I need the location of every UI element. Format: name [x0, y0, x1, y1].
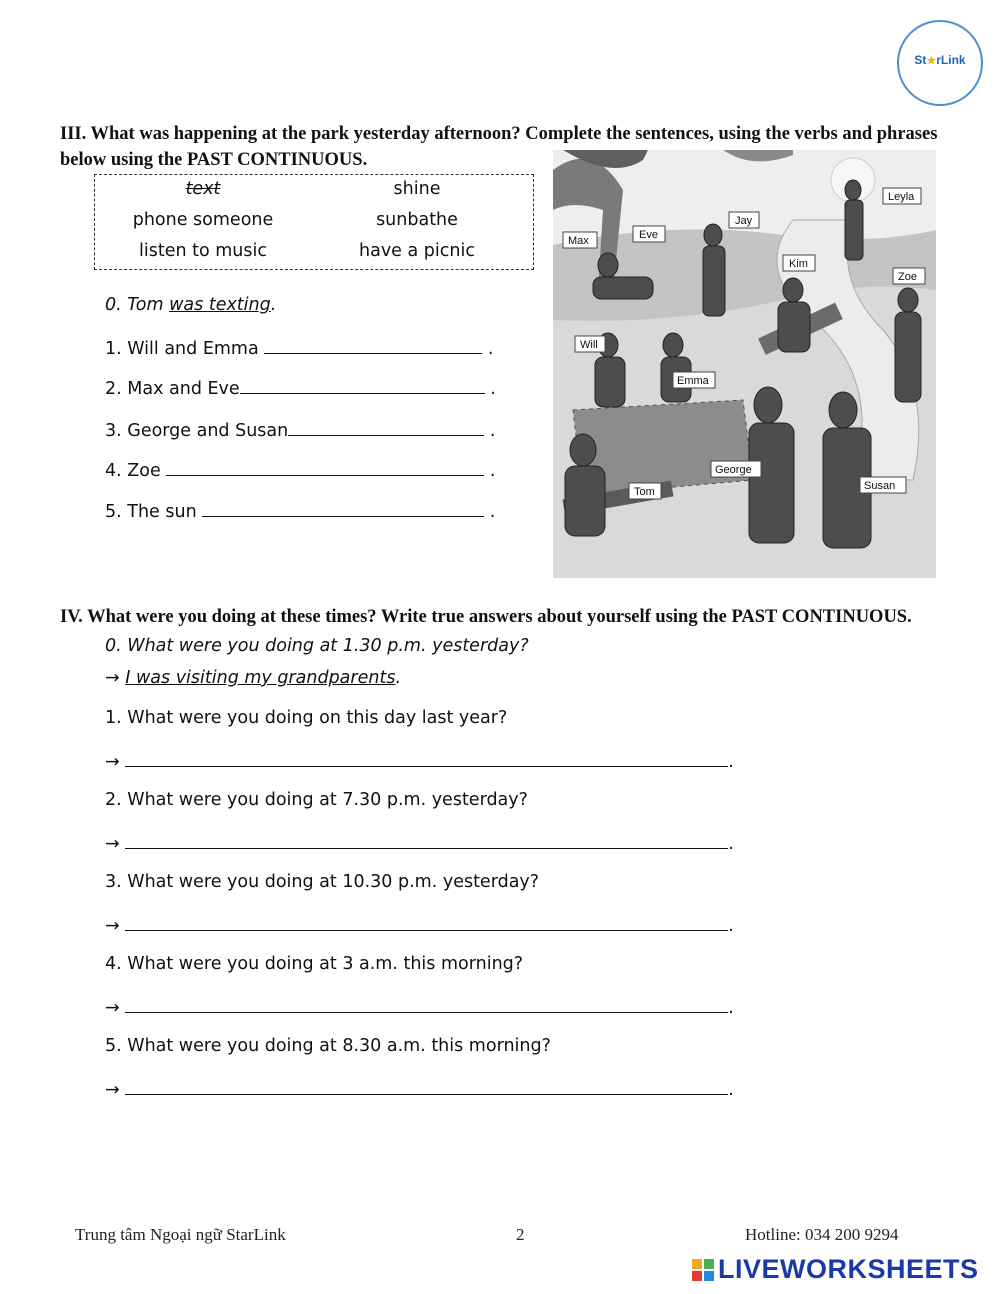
- word-phone-someone: phone someone: [132, 210, 274, 230]
- park-scene-illustration: [553, 150, 936, 578]
- page-number: 2: [516, 1225, 525, 1244]
- answer-blank[interactable]: [166, 459, 484, 476]
- label-susan: Susan: [864, 480, 896, 492]
- section4-answer-line-2: → .: [105, 834, 734, 854]
- word-shine: shine: [393, 179, 441, 199]
- section4-heading: IV. What were you doing at these times? Write true answers about yourself using the PAST CONTINUOUS.: [60, 607, 912, 627]
- starlink-logo: [897, 20, 983, 106]
- label-will: Will: [580, 339, 598, 351]
- liveworksheets-logo: [692, 1256, 992, 1286]
- answer-blank[interactable]: [240, 377, 485, 394]
- arrow-icon: →: [105, 752, 120, 772]
- arrow-icon: →: [105, 834, 120, 854]
- starlink-logo-text: St★rLink: [914, 53, 966, 67]
- label-tom: Tom: [634, 486, 655, 498]
- answer-blank[interactable]: [125, 996, 728, 1013]
- label-george: George: [715, 464, 752, 476]
- section4-question-5: 5. What were you doing at 8.30 a.m. this morning?: [105, 1036, 551, 1056]
- word-sunbathe: sunbathe: [376, 210, 458, 230]
- section4-example-question: 0. What were you doing at 1.30 p.m. yesterday?: [105, 636, 529, 656]
- word-text: text: [185, 179, 221, 199]
- section3-heading: III. What was happening at the park yesterday afternoon? Complete the sentences, using the verbs and phrases below using the PAST CONTINUOUS.: [60, 124, 938, 170]
- answer-blank[interactable]: [125, 914, 728, 931]
- label-kim: Kim: [789, 258, 808, 270]
- footer-center-name: Trung tâm Ngoại ngữ StarLink: [75, 1225, 286, 1244]
- answer-blank[interactable]: [125, 832, 728, 849]
- section3-item-2: 2. Max and Eve .: [105, 379, 496, 399]
- answer-blank[interactable]: [264, 337, 482, 354]
- label-zoe: Zoe: [898, 271, 917, 283]
- section4-question-4: 4. What were you doing at 3 a.m. this morning?: [105, 954, 524, 974]
- section3-item-1: 1. Will and Emma .: [105, 339, 494, 359]
- section4-question-3: 3. What were you doing at 10.30 p.m. yesterday?: [105, 872, 540, 892]
- label-emma: Emma: [677, 375, 709, 387]
- section3-item-5: 5. The sun .: [105, 502, 496, 522]
- section3-item-3: 3. George and Susan .: [105, 421, 496, 441]
- section4-answer-line-1: → .: [105, 752, 734, 772]
- hotline: Hotline: 034 200 9294: [745, 1225, 899, 1244]
- liveworksheets-wordmark: LIVEWORKSHEETS: [718, 1254, 979, 1284]
- answer-blank[interactable]: [125, 750, 728, 767]
- answer-blank[interactable]: [125, 1078, 728, 1095]
- label-jay: Jay: [735, 215, 753, 227]
- answer-blank[interactable]: [202, 500, 484, 517]
- section4-answer-line-5: → .: [105, 1080, 734, 1100]
- section4-answer-line-3: → .: [105, 916, 734, 936]
- arrow-icon: →: [105, 998, 120, 1018]
- section4-example-answer: → I was visiting my grandparents.: [105, 668, 402, 688]
- arrow-icon: →: [105, 1080, 120, 1100]
- arrow-icon: →: [105, 916, 120, 936]
- label-max: Max: [568, 235, 589, 247]
- word-box: [94, 174, 534, 270]
- word-have-a-picnic: have a picnic: [359, 241, 475, 261]
- label-eve: Eve: [639, 229, 658, 241]
- word-listen-to-music: listen to music: [139, 241, 267, 261]
- section4-question-2: 2. What were you doing at 7.30 p.m. yesterday?: [105, 790, 528, 810]
- arrow-icon: →: [105, 668, 120, 688]
- section3-example: 0. Tom was texting.: [105, 295, 277, 315]
- liveworksheets-icon: [692, 1259, 714, 1281]
- section4-answer-line-4: → .: [105, 998, 734, 1018]
- section4-question-1: 1. What were you doing on this day last year?: [105, 708, 508, 728]
- label-leyla: Leyla: [888, 191, 915, 203]
- answer-blank[interactable]: [288, 419, 484, 436]
- section3-item-4: 4. Zoe .: [105, 461, 496, 481]
